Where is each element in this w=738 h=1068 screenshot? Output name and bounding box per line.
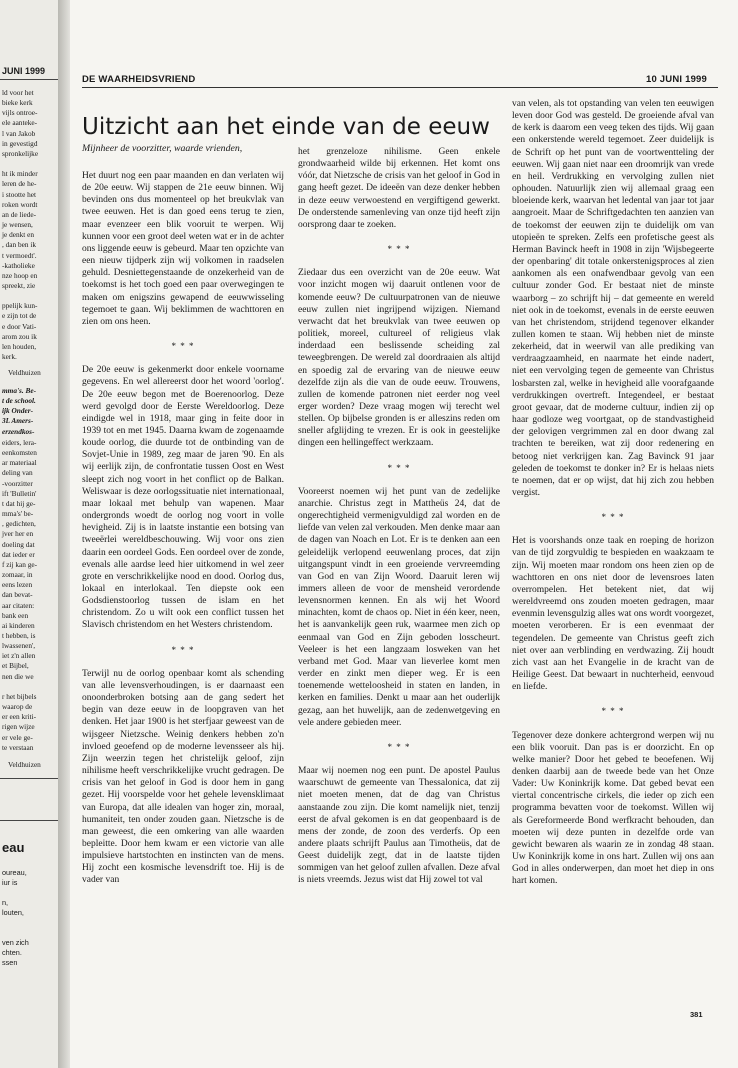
previous-page-line: t de school. <box>2 396 36 406</box>
previous-page-line: eenkomsten <box>2 448 37 458</box>
previous-page-signature-2: Veldhuizen <box>8 760 41 769</box>
section-separator: * * * <box>171 341 195 352</box>
previous-page-line: spronkelijke <box>2 148 39 158</box>
previous-page-line: -katholieke <box>2 260 35 270</box>
previous-page-line: ai kinderen <box>2 620 35 630</box>
article-paragraph: Het is voorshands onze taak en roeping de horizon van de tijd zorgvuldig te bespieden en waakzaam te zijn. Wij moeten maar rondom ons heen zien op de wachttoren en ons niet door de levensroes laten overrompelen. Het betekent niet, dat wij wereldvreemd ons zouden moeten gedragen, maar evenmin levensgulzig alles wat ons wordt voorgezet, moeten verorberen. Er is een evenmaat der tegendelen. De gemeente van Christus geeft zich niet over aan verblinding en verdwazing. Zij houdt zich vast aan het Evangelie in de kracht van de Heilige Geest. Dat bewaart in nuchterheid, eenvoud en liefde. <box>512 536 714 693</box>
previous-page-line: len houden, <box>2 341 37 351</box>
previous-page-line: oureau, <box>2 868 27 877</box>
previous-page-line: eiders, lera- <box>2 438 37 447</box>
previous-page-line: i stootte het <box>2 189 37 199</box>
previous-page-text-block-1 <box>2 88 38 362</box>
header-rule <box>82 87 718 88</box>
previous-page-box-text <box>2 868 29 968</box>
previous-page-line: er een kriti- <box>2 712 37 722</box>
previous-page-line: 3L Amers- <box>2 416 34 426</box>
previous-page-line: , dan ben ik <box>2 240 37 250</box>
previous-page-line: deling van <box>2 468 33 478</box>
previous-page-line <box>2 928 29 938</box>
article-paragraph: Terwijl nu de oorlog openbaar komt als schending van alle levensverhoudingen, is er daarnaast een onoonderbroken botsing aan de gang sedert het begin van deze eeuw in de loopgraven van het denken. Het jaar 1900 is het sterfjaar geweest van de wijsgeer Nietzsche. Weinig denkers hebben zo'n invloed geoefend op de moderne levensseer als hij. Zijn weerzin tegen het christelijk geloof, zijn nihilisme heeft verschrikkelijke vrucht gedragen. De crisis van het geloof in God is door hem in gang gezet. Hij voorspelde voor het gehele levensklimaat van Europa, dat alle idealen van hoger zin, moraal, humaniteit, ten onder zouden gaan. Nietzsche is de man geweest, die een omkering van alle waarden bepleitte. Door hem kwam er een victorie van alle impulsieve hartstochten en instincten van de mens. Hij zocht een kosmische levensdrift toe. Hij is de vader van <box>82 668 284 886</box>
previous-page-line: , gedichten, <box>2 519 36 529</box>
previous-page-line: nen die we <box>2 671 34 681</box>
issue-date: 10 JUNI 1999 <box>646 74 708 85</box>
previous-page-line: eens lezen <box>2 580 33 590</box>
previous-page-line: f zij kan ge- <box>2 559 38 569</box>
previous-page-line: chten. <box>2 948 22 957</box>
previous-page-line: aar citaten: <box>2 600 35 610</box>
previous-page-line: -voorzitter <box>2 478 33 488</box>
article-title: Uitzicht aan het einde van de eeuw <box>82 114 490 140</box>
previous-page-line: et Bijbel, <box>2 661 29 671</box>
article-paragraph: Vooreerst noemen wij het punt van de zedelijke anarchie. Christus zegt in Mattheüs 24, dat de ongerechtigheid vermenigvuldigd zal worden en de liefde van velen zal verkouden. Men denke maar aan de dagen van Noach en Lot. Er is te denken aan een geleidelijk verlopend eeuwenlang proces, dat zijn uitgangspunt vindt in een groeiende vervreemding van God en van Zijn Woord. Daaruit leren wij immers alleen de voor de mensheid verordende levensnormen kennen. En als wij het Woord minachten, komt de chaos op. Niet in één keer, neen, het is aanvankelijk geen ruk, waarmee men zich op eenmaal van God en Zijn geboden losscheurt. Veeleer is het een langzaam losweken van het verband met God. Maar van lieverlee komt men verder en zinkt men dieper weg. Er is een toenemende wetteloosheid in staten en landen, in kerken en families. Denkt u maar aan het ouderlijk gezag, aan het huwelijk, aan de zedenwetgeving en vele andere gebieden meer. <box>298 486 500 728</box>
previous-page-line: ijk Onder- <box>2 406 34 416</box>
section-separator: * * * <box>387 741 411 752</box>
previous-page-line <box>2 291 38 301</box>
article-paragraph: het grenzeloze nihilisme. Geen enkele grondwaarheid wilde bij erkennen. Het komt ons vóór, dat Nietzsche de crisis van het geloof in God in gang heeft gezet. De ideeën van deze denker hebben in deze eeuw verwoestend en vergiftigend gewerkt. De onderstende samenleving van onze tijd heeft zijn oorsprong daar te zoeken. <box>298 147 500 230</box>
previous-page-line: roken wordt <box>2 199 38 209</box>
previous-page-line: leren de he- <box>2 179 37 189</box>
previous-page-line <box>2 888 29 898</box>
previous-page-divider <box>0 778 58 779</box>
previous-page-line <box>2 918 29 928</box>
article-salutation: Mijnheer de voorzitter, waarde vrienden, <box>82 143 243 154</box>
article-paragraph: van velen, als tot opstanding van velen ten eeuwigen leven door God was gesteld. De groeiende afval van de kerk is daarom een veeg teken des tijds. Wij gaan een onkerstende wereld tegemoet. Zeer duidelijk is de Schrift op het punt van de voortwentteling der eeuwen. Wij gaan niet naar een droomrijk van vrede en heil. Verdrukking en vervolging zullen niet ophouden. Natuurlijk zien wij allemaal graag een bloeiende kerk, waarvan het ledental van jaar tot jaar aangroeit. Maar de Schriftgedachten ten aanzien van de toekomst der eeuwen zijn te duidelijk om van utopieën te spreken. Zelfs een profetische geest als Herman Bavinck heeft in 1908 in zijn 'Wijsbegeerte der openbaring' dit totale onkerstenigsproces al zien aankomen als een onafwendbaar gevolg van een cultuur zonder God. Er bestaat niet de minste waarborg – zo schrijft hij – dat gemeente en wereld niet ook in de toekomst, evenals in de eerste eeuwen van het christendom, strijdend tegenover elkander zullen komen te staan. Wij hebben niet de minste zekerheid, dat in weerwil van alle prediking van verdraagzaamheid, en naarmate het einde nadert, niet een vervolging tegen de gemeente van Christus losbarsten zal, welke in hevigheid alle voorafgaande verdrukkingen overtreft. Integendeel, er bestaat groot gevaar, dat de moderne cultuur, indien zij op haar godloze weg voortgaat, op de standvastigheid der gelovigen vergrimmen zal en door dwang zal trachten te bereiken, wat zij door redenering en betoog niet verkrijgen kan. Zag Bavinck 91 jaar geleden de toekomst te donker in? Er is helaas niets te noemen, dat er op wijst, dat hij zich zou hebben vergist. <box>512 99 714 498</box>
previous-page-announcement <box>2 386 36 437</box>
previous-page-line: spreekt, zie <box>2 280 36 290</box>
previous-page-text-block-2 <box>2 438 37 753</box>
previous-page-fragment <box>0 0 58 1068</box>
previous-page-line: waarop de <box>2 702 33 712</box>
section-separator: * * * <box>601 512 625 523</box>
previous-page-line: ele aanteke- <box>2 118 38 128</box>
previous-page-line: ld voor het <box>2 88 34 97</box>
previous-page-line: mma's' be- <box>2 509 34 519</box>
section-separator: * * * <box>601 706 625 717</box>
section-separator: * * * <box>387 462 411 473</box>
previous-page-line: je wensen, <box>2 220 33 230</box>
previous-page-line: t vermoedt'. <box>2 250 37 260</box>
previous-page-line: in gevestigd <box>2 138 38 148</box>
previous-page-line: dan bevat- <box>2 590 33 600</box>
previous-page-date: JUNI 1999 <box>2 66 46 76</box>
article-paragraph: Ziedaar dus een overzicht van de 20e eeuw. Wat voor inzicht mogen wij daaruit ontlenen voor de komende eeuw? De cultuurpatronen van de nieuwe eeuw zullen niet ingrijpend wijzigen. Niemand verwacht dat het breukvlak van twee eeuwen op politiek, moreel, cultureel of religieus vlak inderdaad een beslissende scheiding zal teweegbrengen. De wereld zal doordraaien als altijd en spoedig zal de ervaring van de nieuwe eeuw dezelfde zijn als die van de oude eeuw. Trouwens, zullen de komende patronen niet eerder nog veel erger worden? Deze vraag mogen wij terecht wel stellen. Op bijbelse gronden is er alleszins reden om sneller afglijding te vrezen. Er is ook in geestelijke dingen een hellingeffect werkzaam. <box>298 268 500 449</box>
previous-page-line: e door Vati- <box>2 321 37 331</box>
previous-page-line: mma's. Be- <box>2 386 37 395</box>
previous-page-line: vijls ontroe- <box>2 108 38 118</box>
previous-page-line: rigen wijze <box>2 722 35 732</box>
page-gutter <box>58 0 70 1068</box>
previous-page-line: arom zou ik <box>2 331 37 341</box>
previous-page-line: t hebben, is <box>2 630 36 640</box>
previous-page-line: e zijn tot de <box>2 311 37 321</box>
previous-page-line: bieke kerk <box>2 98 33 108</box>
previous-page-line: bank een <box>2 610 29 620</box>
article-paragraph: Tegenover deze donkere achtergrond werpen wij nu een blik vooruit. Dan pas is er doorzicht. En op welke manier? Door het gebed te beoefenen. Wij denken daarbij aan de tweede bede van het Onze Vader: Uw Koninkrijk kome. Dat gebed bevat een viertal concentrische cirkels, die ieder op zich een programma bevatten voor de toekomst. Willen wij als Gereformeerde Bond werfkracht behouden, dan moeten wij deze punten in dezelfde orde van gewicht bewaren als waarin ze in zondag 48 staan. Uw Koninkrijk kome in ons hart. Zullen wij ons aan God in alles onderwerpen, dan moet het diep in ons hart komen. <box>512 730 714 887</box>
publication-name: DE WAARHEIDSVRIEND <box>82 74 196 85</box>
article-paragraph: De 20e eeuw is gekenmerkt door enkele voorname gegevens. En wel allereerst door het woord 'oorlog'. De 20e eeuw begon met de Boerenoorlog. Deze werd gevolgd door de Eerste Wereldoorlog. Deze eindigde wel in 1918, maar ging in feite door in 1939 tot en met 1945. Daarna kwam de zogenaamde koude oorlog, die duurde tot de ontbinding van de Sovjet-Unie in 1989, zeg maar de jaren '90. En als wij eerlijk zijn, de confrontatie tussen Oost en West sleept zich nog voort in het conflict op de Balkan. Weliswaar is deze oorlogssituatie niet internationaal, maar lokaal met behulp van wapenen. Maar ondergronds woedt de oorlog nog voort in volle hevigheid. Zij is in laatste instantie een botsing van tweeërlei wereldbeschouwing. Wij voor ons zien daarin een oordeel Gods. Een oordeel over de zonde, evenals alle aardse leed hier uitkomend in wel zeer grote en verschrikkelijke nood en dood. Oorlog dus, lokaal en interlokaal. Ten diepste ook een Godsdienstoorlog tussen de islam en het christendom. Zo u wilt ook een conflict tussen het Slavisch christendom en het Westers christendom. <box>82 365 284 631</box>
previous-page-line: zomaar, in <box>2 570 33 580</box>
previous-page-line: te verstaan <box>2 742 34 752</box>
previous-page-line <box>2 159 38 169</box>
previous-page-line <box>2 682 37 692</box>
previous-page-box-rule <box>0 820 58 821</box>
previous-page-line: lwassenen', <box>2 641 36 651</box>
previous-page-line: er vele ge- <box>2 732 33 742</box>
previous-page-line: iet z'n allen <box>2 651 36 661</box>
previous-page-line: je denkt en <box>2 230 35 240</box>
previous-page-line: r het bijbels <box>2 691 37 701</box>
previous-page-line: n, <box>2 898 9 907</box>
page-number: 381 <box>690 1010 703 1019</box>
previous-page-line: l van Jakob <box>2 128 36 138</box>
previous-page-line: louten, <box>2 908 24 917</box>
section-separator: * * * <box>387 244 411 255</box>
article-column-1 <box>82 170 284 887</box>
previous-page-line: ar materiaal <box>2 458 37 468</box>
previous-page-header-rule <box>0 79 58 80</box>
previous-page-line: dat ieder er <box>2 549 35 559</box>
previous-page-line: ht ik minder <box>2 169 38 179</box>
previous-page-line: ssen <box>2 958 18 967</box>
article-column-3 <box>512 98 714 888</box>
previous-page-line: ven zich <box>2 938 29 947</box>
section-separator: * * * <box>171 644 195 655</box>
previous-page-line: an de liede- <box>2 209 37 219</box>
previous-page-line: iur is <box>2 878 18 887</box>
previous-page-line: t dat hij ge- <box>2 498 36 508</box>
previous-page-line: jver her en <box>2 529 34 539</box>
previous-page-line: doeling dat <box>2 539 35 549</box>
previous-page-line: ift 'Bulletin' <box>2 488 37 498</box>
article-paragraph: Het duurt nog een paar maanden en dan verlaten wij de 20e eeuw. Wij stappen de 21e eeuw binnen. Wij bevinden ons dus momenteel op het breukvlak van twee eeuwen. Het is dan goed eens terug te zien, maar evenzeer een blik vooruit te werpen. Wij kunnen voor een groot deel weten wat er in de achter ons liggende eeuw is gebeurd. Maar ten opzichte van een nieuw tijdperk zijn wij volkomen in raadselen gehuld. Desniettegenstaande de onzekerheid van de toekomst is het toch goed een paar overwegingen te maken om enigszins gewapend de eeuwwisseling tegemoet te gaan. Wij beklimmen de wachttoren en zien om ons heen. <box>82 171 284 327</box>
previous-page-line: ppelijk kun- <box>2 301 38 311</box>
previous-page-line: kerk. <box>2 352 17 362</box>
previous-page-signature-1: Veldhuizen <box>8 368 41 377</box>
previous-page-line: erzendkos- <box>2 426 35 436</box>
previous-page-line: nze hoop en <box>2 270 38 280</box>
previous-page-box-title: eau <box>2 840 25 855</box>
article-paragraph: Maar wij noemen nog een punt. De apostel Paulus waarschuwt de gemeente van Thessalonica, dat zij niet moeten menen, dat de dag van Christus aanstaande zou zijn. Die komt namelijk niet, tenzij eerst de afval gekomen is en dat geopenbaard is de mens der zonde, de zoon des verderfs. Op een andere plaats schrijft Paulus aan Timotheüs, dat de Geest duidelijk zegt, dat in de laatste tijden sommigen van het geloof zullen afvallen. Deze afval is niets vreemds. Jezus wist dat Hij zowel tot val <box>298 766 500 886</box>
article-column-2 <box>298 146 500 887</box>
